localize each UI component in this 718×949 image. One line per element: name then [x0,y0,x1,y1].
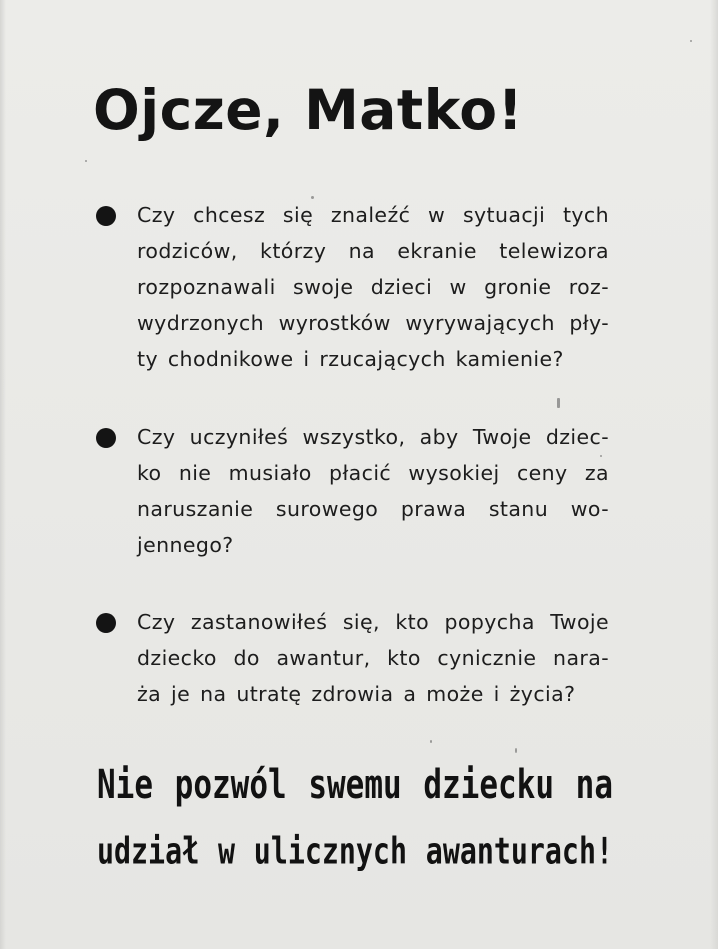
paragraph-line: Czy uczyniłeś wszystko, aby Twoje dziec- [137,425,609,449]
paragraph-line: wydrzonych wyrostków wyrywających pły- [137,311,609,335]
paragraph-line: dziecko do awantur, kto cynicznie nara- [137,646,609,670]
bullet-icon [96,428,116,448]
question-paragraph-1 [137,197,609,377]
scan-speck [690,40,692,42]
warning-slogan [97,752,613,885]
leaflet-title: Ojcze, Matko! [93,78,524,142]
scan-speck [430,740,432,743]
question-paragraph-2 [137,419,609,563]
paper-edge-left [0,0,6,949]
paragraph-line: ko nie musiało płacić wysokiej ceny za [137,461,609,485]
paragraph-line: jennego? [137,533,234,557]
question-paragraph-3 [137,604,609,712]
scan-speck [557,398,560,408]
paragraph-line: rodziców, którzy na ekranie telewizora [137,239,609,263]
paragraph-line: Czy zastanowiłeś się, kto popycha Twoje [137,610,609,634]
paragraph-line: Czy chcesz się znaleźć w sytuacji tych [137,203,609,227]
warning-line: Nie pozwól swemu dziecku na [97,762,613,809]
paragraph-line: rozpoznawali swoje dzieci w gronie roz- [137,275,609,299]
scan-speck [85,160,87,162]
paper-edge-right [710,0,718,949]
paragraph-line: ty chodnikowe i rzucających kamienie? [137,347,564,371]
bullet-icon [96,206,116,226]
bullet-icon [96,613,116,633]
warning-line: udział w ulicznych awanturach! [97,830,613,873]
paragraph-line: naruszanie surowego prawa stanu wo- [137,497,609,521]
paragraph-line: ża je na utratę zdrowia a może i życia? [137,682,576,706]
